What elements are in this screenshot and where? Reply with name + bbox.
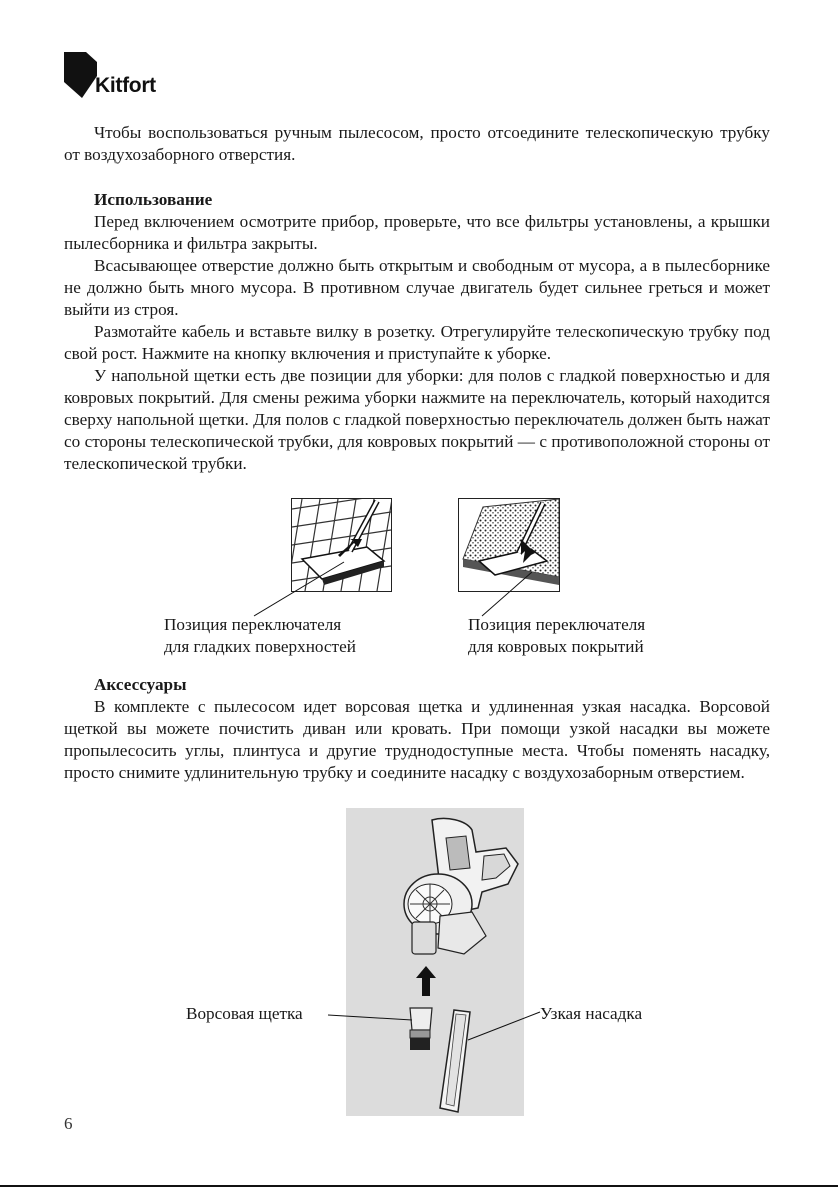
kitfort-logo xyxy=(64,52,174,102)
usage-text xyxy=(64,211,770,475)
carpet-caption-line1: Позиция переключателя xyxy=(468,615,646,634)
smooth-caption-line1: Позиция переключателя xyxy=(164,615,342,634)
usage-paragraph-1: Перед включением осмотрите прибор, проверьте, что все фильтры установлены, а крышки пылесборника и фильтра закрыты. xyxy=(64,212,770,253)
smooth-caption xyxy=(164,614,356,658)
intro-paragraph: Чтобы воспользоваться ручным пылесосом, просто отсоедините телескопическую трубку от воздухозаборного отверстия. xyxy=(64,123,770,164)
accessories-text xyxy=(64,696,770,784)
accessories-heading: Аксессуары xyxy=(94,675,187,694)
nozzle-label: Узкая насадка xyxy=(540,1004,643,1023)
accessories-paragraph: В комплекте с пылесосом идет ворсовая щетка и удлиненная узкая насадка. Ворсовой щеткой вы можете почистить диван или кровать. При помощи узкой насадки вы можете пропылесосить углы, плинтуса и другие труднодоступные места. Чтобы поменять насадку, просто снимите удлинительную трубку и соедините насадку с воздухозаборным отверстием. xyxy=(64,697,770,782)
brand-name: Kitfort xyxy=(95,74,156,97)
accessories-photo xyxy=(346,808,524,1116)
usage-paragraph-2: Всасывающее отверстие должно быть открытым и свободным от мусора, а в пылесборнике не должно быть много мусора. В противном случае двигатель будет сильнее греться и может выйти из строя. xyxy=(64,256,770,319)
carpet-callout-line xyxy=(478,570,538,620)
kitfort-logo-mark xyxy=(64,52,98,100)
intro-text xyxy=(64,122,770,166)
smooth-callout-line xyxy=(250,560,350,620)
bottom-rule xyxy=(0,1185,838,1187)
carpet-caption xyxy=(468,614,645,658)
brush-label: Ворсовая щетка xyxy=(186,1004,303,1023)
usage-paragraph-4: У напольной щетки есть две позиции для уборки: для полов с гладкой поверхностью и для ковровых покрытий. Для смены режима уборки нажмите на переключатель, который находится сверху напольной щетки. Для полов с гладкой поверхностью переключатель должен быть нажат со стороны телескопической трубки, для ковровых покрытий — с противоположной стороны от телескопической трубки. xyxy=(64,366,770,473)
usage-heading: Использование xyxy=(94,190,213,209)
carpet-caption-line2: для ковровых покрытий xyxy=(468,637,644,656)
brush-leader-line xyxy=(326,1004,416,1028)
page-number: 6 xyxy=(64,1114,73,1133)
smooth-caption-line2: для гладких поверхностей xyxy=(164,637,356,656)
nozzle-leader-line xyxy=(466,1010,546,1044)
usage-paragraph-3: Размотайте кабель и вставьте вилку в розетку. Отрегулируйте телескопическую трубку под свой рост. Нажмите на кнопку включения и приступайте к уборке. xyxy=(64,322,770,363)
